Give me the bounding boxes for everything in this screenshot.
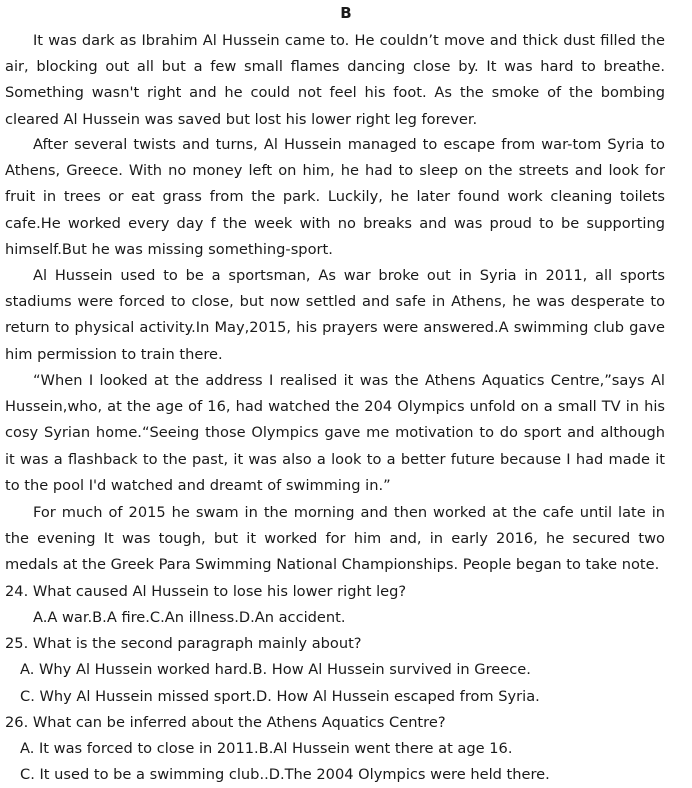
paragraph-5: For much of 2015 he swam in the morning and then worked at the cafe until late in the evening It was tough, but it worked for him and, in early 2016, he secured two medals at the Greek Para Swimming National Championships. People began to take note. — [5, 504, 665, 574]
question-25-options-2: C. Why Al Hussein missed sport.D. How Al Hussein escaped from Syria. — [20, 688, 540, 705]
question-25-options-1: A. Why Al Hussein worked hard.B. How Al Hussein survived in Greece. — [20, 661, 531, 678]
question-25: 25. What is the second paragraph mainly about? — [5, 635, 362, 652]
question-24: 24. What caused Al Hussein to lose his lower right leg? — [5, 583, 407, 600]
paragraph-2: After several twists and turns, Al Hussein managed to escape from war-tom Syria to Athens, Greece. With no money left on him, he had to sleep on the streets and look for fruit in trees or eat grass from the park. Luckily, he later found work cleaning toilets cafe.He worked every day f the week with no breaks and was proud to be supporting himself.But he was missing something-sport. — [5, 136, 665, 258]
paragraph-1: It was dark as Ibrahim Al Hussein came to. He couldn’t move and thick dust filled the air, blocking out all but a few small flames dancing close by. It was hard to breathe. Something wasn't right and he could not feel his foot. As the smoke of the bombing cleared Al Hussein was saved but lost his lower right leg forever. — [5, 32, 665, 128]
paragraph-4: “When I looked at the address I realised it was the Athens Aquatics Centre,”says Al Hussein,who, at the age of 16, had watched the 204 Olympics unfold on a small TV in his cosy Syrian home.“Seeing those Olympics gave me motivation to do sport and although it was a flashback to the past, it was also a look to a better future because I had made it to the pool I'd watched and dreamt of swimming in.” — [5, 372, 665, 494]
section-heading: B — [340, 4, 352, 22]
paragraph-3: Al Hussein used to be a sportsman, As war broke out in Syria in 2011, all sports stadiums were forced to close, but now settled and safe in Athens, he was desperate to return to physical activity.In May,2015, his prayers were answered.A swimming club gave him permission to train there. — [5, 267, 665, 363]
question-26-options-2: C. It used to be a swimming club..D.The 2004 Olympics were held there. — [20, 766, 550, 783]
question-26-options-1: A. It was forced to close in 2011.B.Al Hussein went there at age 16. — [20, 740, 513, 757]
question-24-options: A.A war.B.A fire.C.An illness.D.An accident. — [33, 609, 346, 626]
question-26: 26. What can be inferred about the Athens Aquatics Centre? — [5, 714, 446, 731]
